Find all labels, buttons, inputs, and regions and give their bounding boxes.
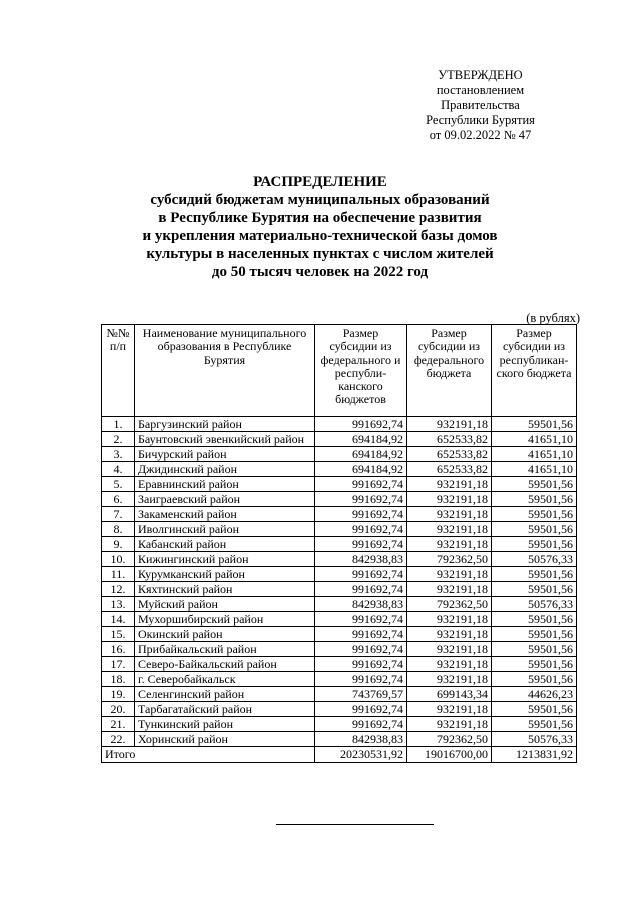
row-total-subsidy: 991692,74 [315,582,407,597]
header-municipality: Наименование муниципального образования в Республике Бурятия [135,325,315,417]
approval-by: постановлением Правительства [436,83,525,112]
row-republic-subsidy: 41651,10 [492,432,577,447]
row-number: 22. [102,732,135,747]
row-number: 16. [102,642,135,657]
row-federal-subsidy: 932191,18 [407,612,492,627]
row-federal-subsidy: 932191,18 [407,642,492,657]
row-federal-subsidy: 932191,18 [407,657,492,672]
row-republic-subsidy: 59501,56 [492,492,577,507]
row-total-subsidy: 743769,57 [315,687,407,702]
approval-stamp [398,68,563,143]
row-federal-subsidy: 932191,18 [407,567,492,582]
row-republic-subsidy: 59501,56 [492,477,577,492]
row-municipality: Иволгинский район [135,522,315,537]
row-total-subsidy: 842938,83 [315,552,407,567]
row-federal-subsidy: 932191,18 [407,672,492,687]
row-number: 20. [102,702,135,717]
row-republic-subsidy: 59501,56 [492,567,577,582]
approval-authority: Республики Бурятия [426,113,535,127]
table-row [102,732,577,747]
table-row [102,702,577,717]
row-republic-subsidy: 41651,10 [492,447,577,462]
row-number: 8. [102,522,135,537]
row-number: 9. [102,537,135,552]
row-republic-subsidy: 59501,56 [492,702,577,717]
row-republic-subsidy: 50576,33 [492,597,577,612]
row-municipality: Окинский район [135,627,315,642]
row-federal-subsidy: 932191,18 [407,627,492,642]
total-row [102,747,577,763]
row-republic-subsidy: 59501,56 [492,657,577,672]
total-label: Итого [102,747,315,763]
table-row [102,552,577,567]
row-federal-subsidy: 932191,18 [407,522,492,537]
row-republic-subsidy: 41651,10 [492,462,577,477]
table-row [102,537,577,552]
row-federal-subsidy: 932191,18 [407,702,492,717]
row-total-subsidy: 991692,74 [315,522,407,537]
title-line: и укрепления материально-технической базы домов [142,228,498,244]
row-republic-subsidy: 44626,23 [492,687,577,702]
row-republic-subsidy: 59501,56 [492,582,577,597]
title-line: субсидий бюджетам муниципальных образований [150,192,490,208]
row-total-subsidy: 991692,74 [315,672,407,687]
row-federal-subsidy: 792362,50 [407,597,492,612]
row-total-subsidy: 842938,83 [315,732,407,747]
total-sum: 20230531,92 [315,747,407,763]
row-federal-subsidy: 932191,18 [407,507,492,522]
table-row [102,612,577,627]
row-total-subsidy: 991692,74 [315,417,407,432]
row-municipality: Северо-Байкальский район [135,657,315,672]
header-number: №№ п/п [102,325,135,417]
row-republic-subsidy: 59501,56 [492,522,577,537]
row-federal-subsidy: 652533,82 [407,462,492,477]
row-number: 7. [102,507,135,522]
total-federal: 19016700,00 [407,747,492,763]
table-row [102,432,577,447]
row-municipality: Мухоршибирский район [135,612,315,627]
row-total-subsidy: 991692,74 [315,702,407,717]
closing-line [276,824,434,825]
row-total-subsidy: 991692,74 [315,492,407,507]
table-row [102,522,577,537]
row-number: 10. [102,552,135,567]
row-total-subsidy: 991692,74 [315,627,407,642]
row-total-subsidy: 694184,92 [315,432,407,447]
document-title [100,173,540,281]
row-municipality: г. Северобайкальск [135,672,315,687]
table-header-row [102,325,577,417]
row-republic-subsidy: 59501,56 [492,612,577,627]
table-row [102,447,577,462]
table-row [102,717,577,732]
subsidy-table [101,324,577,763]
table-row [102,672,577,687]
row-total-subsidy: 694184,92 [315,447,407,462]
header-federal-subsidy: Размер субсидии из федерального бюджета [407,325,492,417]
table-row [102,507,577,522]
row-municipality: Тункинский район [135,717,315,732]
row-total-subsidy: 991692,74 [315,612,407,627]
table-row [102,477,577,492]
row-number: 4. [102,462,135,477]
row-municipality: Закаменский район [135,507,315,522]
row-federal-subsidy: 932191,18 [407,417,492,432]
row-municipality: Кяхтинский район [135,582,315,597]
row-total-subsidy: 991692,74 [315,657,407,672]
row-number: 19. [102,687,135,702]
row-municipality: Еравнинский район [135,477,315,492]
row-total-subsidy: 991692,74 [315,567,407,582]
row-republic-subsidy: 50576,33 [492,552,577,567]
header-republic-subsidy: Размер субсидии из республикан-ского бюджета [492,325,577,417]
row-number: 6. [102,492,135,507]
row-municipality: Тарбагатайский район [135,702,315,717]
row-municipality: Заиграевский район [135,492,315,507]
header-total-subsidy: Размер субсидии из федерального и республи-канского бюджетов [315,325,407,417]
row-number: 14. [102,612,135,627]
row-number: 21. [102,717,135,732]
row-total-subsidy: 991692,74 [315,717,407,732]
row-federal-subsidy: 932191,18 [407,537,492,552]
row-republic-subsidy: 50576,33 [492,732,577,747]
title-main: РАСПРЕДЕЛЕНИЕ [253,174,387,190]
row-number: 18. [102,672,135,687]
row-number: 13. [102,597,135,612]
table-row [102,567,577,582]
row-number: 17. [102,657,135,672]
row-republic-subsidy: 59501,56 [492,672,577,687]
table-row [102,642,577,657]
row-municipality: Хоринский район [135,732,315,747]
table-row [102,582,577,597]
row-municipality: Баргузинский район [135,417,315,432]
total-republic: 1213831,92 [492,747,577,763]
table-row [102,462,577,477]
row-republic-subsidy: 59501,56 [492,417,577,432]
row-federal-subsidy: 699143,34 [407,687,492,702]
row-federal-subsidy: 932191,18 [407,717,492,732]
table-row [102,492,577,507]
title-line: в Республике Бурятия на обеспечение развития [158,210,482,226]
row-number: 12. [102,582,135,597]
row-number: 3. [102,447,135,462]
row-federal-subsidy: 792362,50 [407,732,492,747]
row-municipality: Селенгинский район [135,687,315,702]
row-federal-subsidy: 932191,18 [407,477,492,492]
row-number: 11. [102,567,135,582]
row-republic-subsidy: 59501,56 [492,627,577,642]
row-municipality: Прибайкальский район [135,642,315,657]
row-federal-subsidy: 932191,18 [407,492,492,507]
row-municipality: Кабанский район [135,537,315,552]
table-row [102,657,577,672]
title-line: культуры в населенных пунктах с числом жителей [146,246,494,262]
row-municipality: Баунтовский эвенкийский район [135,432,315,447]
row-number: 2. [102,432,135,447]
table-row [102,687,577,702]
row-municipality: Курумканский район [135,567,315,582]
row-federal-subsidy: 652533,82 [407,432,492,447]
table-row [102,627,577,642]
row-total-subsidy: 991692,74 [315,477,407,492]
row-total-subsidy: 842938,83 [315,597,407,612]
table-row [102,597,577,612]
row-total-subsidy: 991692,74 [315,537,407,552]
row-total-subsidy: 694184,92 [315,462,407,477]
title-line: до 50 тысяч человек на 2022 год [211,264,429,280]
approval-title: УТВЕРЖДЕНО [438,68,523,82]
row-total-subsidy: 991692,74 [315,507,407,522]
row-total-subsidy: 991692,74 [315,642,407,657]
row-federal-subsidy: 932191,18 [407,582,492,597]
row-municipality: Муйский район [135,597,315,612]
row-municipality: Джидинский район [135,462,315,477]
row-republic-subsidy: 59501,56 [492,507,577,522]
row-republic-subsidy: 59501,56 [492,717,577,732]
row-number: 15. [102,627,135,642]
row-number: 5. [102,477,135,492]
units-note: (в рублях) [526,311,580,325]
row-number: 1. [102,417,135,432]
approval-date: от 09.02.2022 № 47 [429,128,532,142]
row-republic-subsidy: 59501,56 [492,642,577,657]
table-row [102,417,577,432]
row-municipality: Бичурский район [135,447,315,462]
row-republic-subsidy: 59501,56 [492,537,577,552]
row-federal-subsidy: 652533,82 [407,447,492,462]
row-federal-subsidy: 792362,50 [407,552,492,567]
row-municipality: Кижингинский район [135,552,315,567]
